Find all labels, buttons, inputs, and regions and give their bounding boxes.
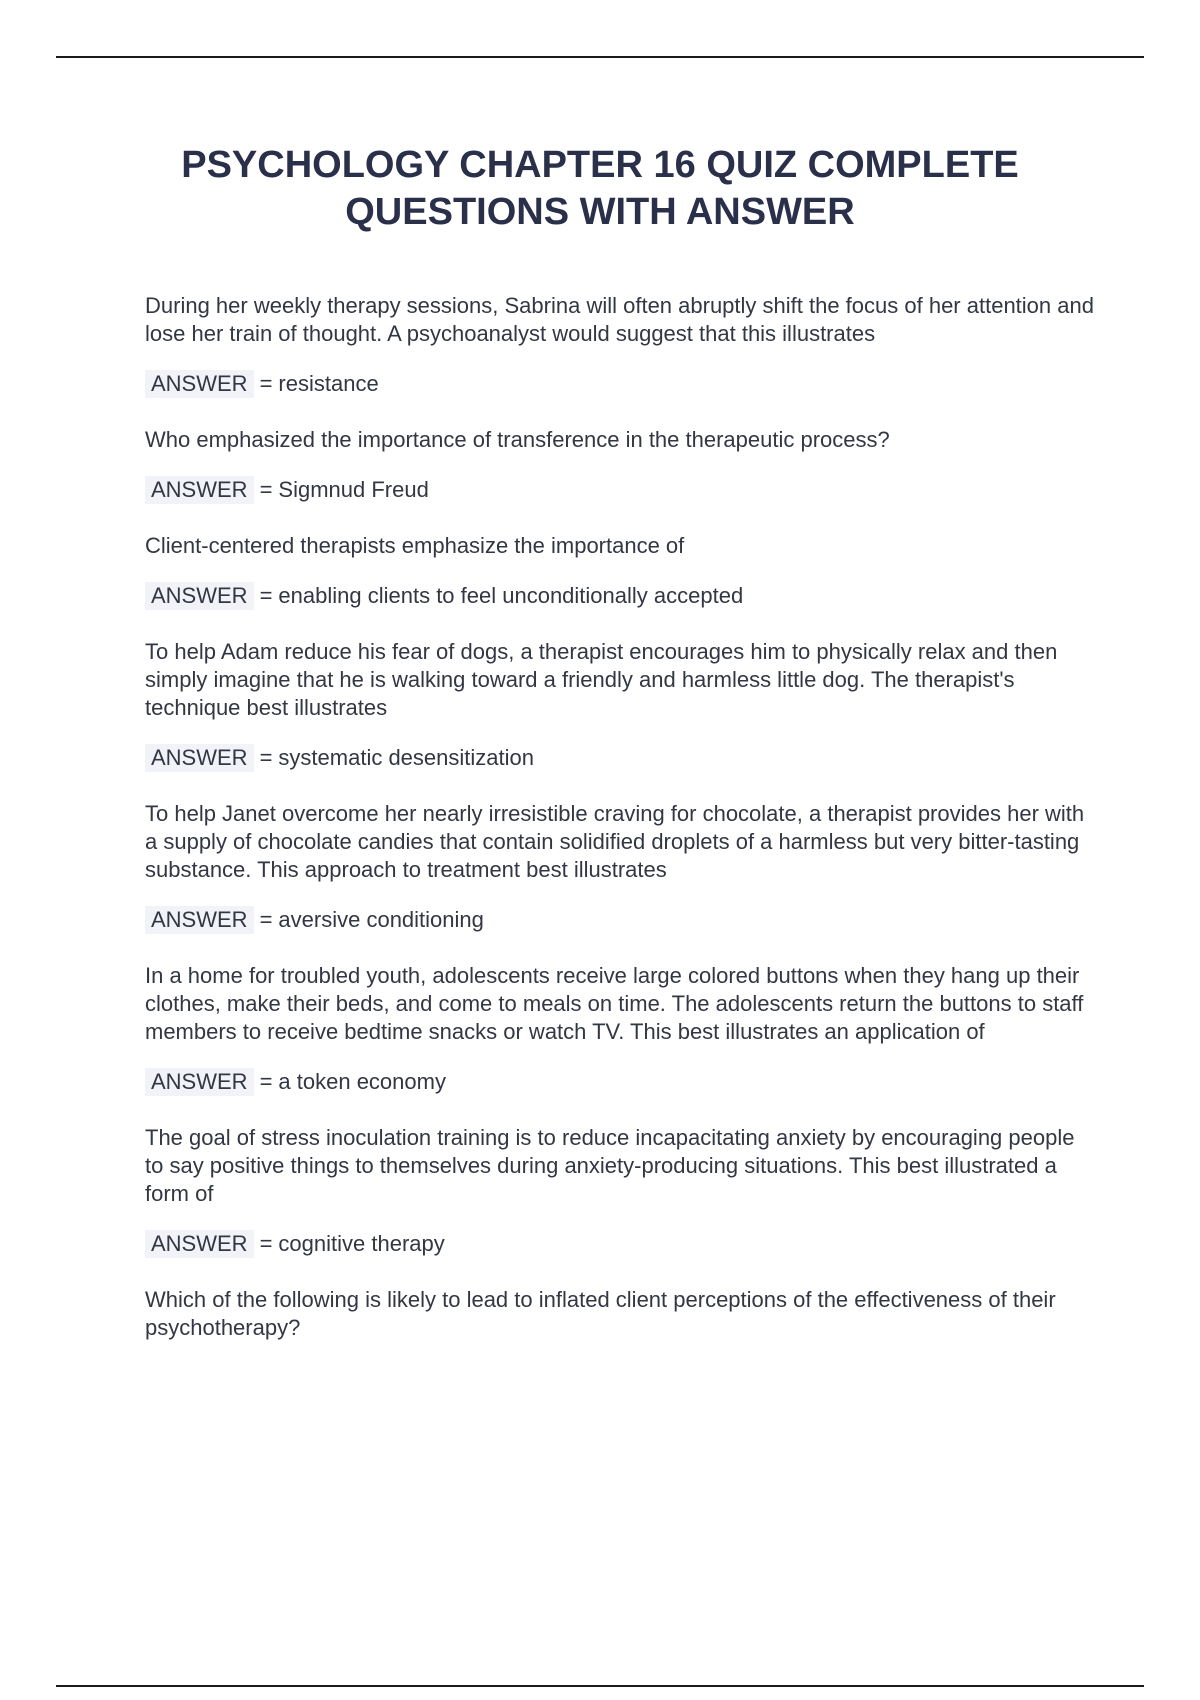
answer-line <box>145 744 1095 772</box>
question-text: Who emphasized the importance of transference in the therapeutic process? <box>145 427 890 452</box>
answer-text: resistance <box>278 371 379 396</box>
answer-text: aversive conditioning <box>278 907 484 932</box>
question-text: During her weekly therapy sessions, Sabrina will often abruptly shift the focus of her attention and lose her train of thought. A psychoanalyst would suggest that this illustrates <box>145 293 1094 346</box>
quiz-content <box>145 292 1095 1364</box>
answer-separator: = <box>259 1231 273 1256</box>
answer-text: systematic desensitization <box>278 745 534 770</box>
answer-label: ANSWER <box>145 1068 254 1096</box>
top-rule <box>56 56 1144 58</box>
answer-separator: = <box>259 583 273 608</box>
answer-separator: = <box>259 1069 273 1094</box>
question-text: The goal of stress inoculation training is to reduce incapacitating anxiety by encouraging people to say positive things to themselves during anxiety-producing situations. This best illustrated a form of <box>145 1125 1075 1206</box>
question-text: To help Adam reduce his fear of dogs, a therapist encourages him to physically relax and then simply imagine that he is walking toward a friendly and harmless little dog. The therapist's technique best illustrates <box>145 639 1058 720</box>
answer-line <box>145 1068 1095 1096</box>
question-text: Which of the following is likely to lead to inflated client perceptions of the effectiveness of their psychotherapy? <box>145 1287 1056 1340</box>
answer-text: a token economy <box>278 1069 446 1094</box>
question-text: To help Janet overcome her nearly irresistible craving for chocolate, a therapist provides her with a supply of chocolate candies that contain solidified droplets of a harmless but very bitter-tasting substance. This approach to treatment best illustrates <box>145 801 1085 882</box>
answer-label: ANSWER <box>145 370 254 398</box>
page-title: PSYCHOLOGY CHAPTER 16 QUIZ COMPLETE QUESTIONS WITH ANSWER <box>181 144 1019 233</box>
answer-line <box>145 1230 1095 1258</box>
answer-text: enabling clients to feel unconditionally accepted <box>278 583 744 608</box>
answer-label: ANSWER <box>145 906 254 934</box>
bottom-rule <box>56 1685 1144 1687</box>
answer-line <box>145 370 1095 398</box>
answer-line <box>145 476 1095 504</box>
answer-label: ANSWER <box>145 476 254 504</box>
answer-separator: = <box>259 745 273 770</box>
question-text: Client-centered therapists emphasize the importance of <box>145 533 685 558</box>
question-text: In a home for troubled youth, adolescents receive large colored buttons when they hang up their clothes, make their beds, and come to meals on time. The adolescents return the buttons to staff members to receive bedtime snacks or watch TV. This best illustrates an application of <box>145 963 1084 1044</box>
answer-separator: = <box>259 907 273 932</box>
answer-label: ANSWER <box>145 582 254 610</box>
answer-text: Sigmnud Freud <box>278 477 429 502</box>
answer-label: ANSWER <box>145 1230 254 1258</box>
answer-line <box>145 582 1095 610</box>
answer-label: ANSWER <box>145 744 254 772</box>
answer-separator: = <box>259 477 273 502</box>
answer-separator: = <box>259 371 273 396</box>
answer-line <box>145 906 1095 934</box>
answer-text: cognitive therapy <box>278 1231 445 1256</box>
